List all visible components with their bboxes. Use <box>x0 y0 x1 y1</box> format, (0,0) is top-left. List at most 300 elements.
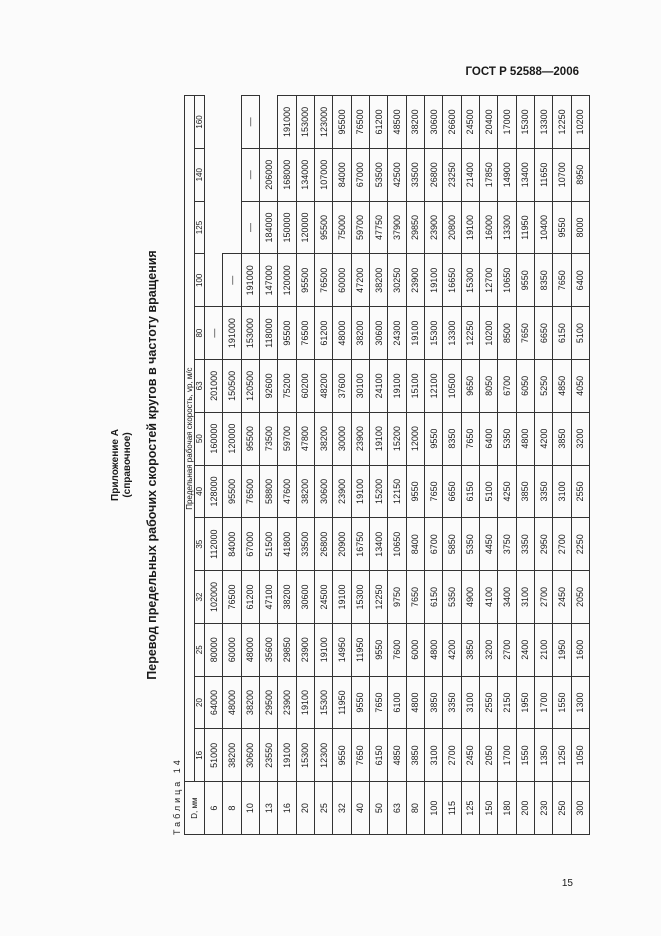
diameter-cell: 63 <box>388 782 406 835</box>
value-cell: 102000 <box>205 571 223 624</box>
value-cell: 1950 <box>553 623 571 676</box>
table-row <box>205 96 223 835</box>
value-cell: 2450 <box>461 729 479 782</box>
value-cell: 13300 <box>443 307 461 360</box>
value-cell: 10200 <box>479 307 497 360</box>
value-cell: 95500 <box>241 412 259 465</box>
empty-cell <box>205 96 223 149</box>
value-cell: 3850 <box>461 623 479 676</box>
value-cell: 12150 <box>388 465 406 518</box>
value-cell: 206000 <box>259 148 277 201</box>
value-cell: 37600 <box>333 359 351 412</box>
value-cell: 3850 <box>406 729 424 782</box>
dash-cell: — <box>223 254 241 307</box>
value-cell: 120500 <box>241 359 259 412</box>
value-cell: 201000 <box>205 359 223 412</box>
value-cell: 2100 <box>534 623 552 676</box>
value-cell: 6150 <box>461 465 479 518</box>
value-cell: 23250 <box>443 148 461 201</box>
value-cell: 30600 <box>314 465 332 518</box>
value-cell: 20400 <box>479 96 497 149</box>
value-cell: 3850 <box>553 412 571 465</box>
value-cell: 134000 <box>296 148 314 201</box>
value-cell: 14900 <box>498 148 516 201</box>
diameter-cell: 13 <box>259 782 277 835</box>
value-cell: 3400 <box>498 571 516 624</box>
value-cell: 3100 <box>516 571 534 624</box>
value-cell: 5350 <box>498 412 516 465</box>
value-cell: 13300 <box>498 201 516 254</box>
diameter-cell: 150 <box>479 782 497 835</box>
value-cell: 3200 <box>479 623 497 676</box>
value-cell: 12000 <box>406 412 424 465</box>
value-cell: 76500 <box>241 465 259 518</box>
value-cell: 4100 <box>479 571 497 624</box>
speed-column-header: 140 <box>195 148 205 201</box>
value-cell: 13300 <box>534 96 552 149</box>
value-cell: 37900 <box>388 201 406 254</box>
value-cell: 51000 <box>205 729 223 782</box>
table-row <box>223 96 241 835</box>
value-cell: 7650 <box>553 254 571 307</box>
empty-cell <box>223 148 241 201</box>
value-cell: 26800 <box>314 518 332 571</box>
value-cell: 9550 <box>333 729 351 782</box>
table-row <box>571 96 589 835</box>
value-cell: 1950 <box>516 676 534 729</box>
value-cell: 6700 <box>498 359 516 412</box>
value-cell: 3100 <box>461 676 479 729</box>
value-cell: 5100 <box>479 465 497 518</box>
value-cell: 1250 <box>553 729 571 782</box>
table-row <box>424 96 442 835</box>
value-cell: 4050 <box>571 359 589 412</box>
value-cell: 15300 <box>314 676 332 729</box>
value-cell: 59700 <box>351 201 369 254</box>
value-cell: 9550 <box>553 201 571 254</box>
value-cell: 153000 <box>296 96 314 149</box>
value-cell: 29500 <box>259 676 277 729</box>
diameter-cell: 10 <box>241 782 259 835</box>
value-cell: 16000 <box>479 201 497 254</box>
value-cell: 42500 <box>388 148 406 201</box>
value-cell: 23900 <box>296 623 314 676</box>
diameter-cell: 25 <box>314 782 332 835</box>
value-cell: 30000 <box>333 412 351 465</box>
value-cell: 47200 <box>351 254 369 307</box>
diameter-cell: 230 <box>534 782 552 835</box>
value-cell: 10400 <box>534 201 552 254</box>
value-cell: 19100 <box>333 571 351 624</box>
value-cell: 150500 <box>223 359 241 412</box>
value-cell: 11950 <box>333 676 351 729</box>
value-cell: 19100 <box>388 359 406 412</box>
value-cell: 48500 <box>388 96 406 149</box>
value-cell: 51500 <box>259 518 277 571</box>
value-cell: 11950 <box>351 623 369 676</box>
value-cell: 7650 <box>369 676 387 729</box>
diameter-cell: 180 <box>498 782 516 835</box>
value-cell: 58800 <box>259 465 277 518</box>
value-cell: 6150 <box>553 307 571 360</box>
value-cell: 60000 <box>333 254 351 307</box>
speed-header: Предельная рабочая скорость, vр, м/с <box>185 96 195 782</box>
diameter-cell: 40 <box>351 782 369 835</box>
value-cell: 35600 <box>259 623 277 676</box>
value-cell: 48000 <box>223 676 241 729</box>
page-number: 15 <box>561 878 573 889</box>
value-cell: 2700 <box>534 571 552 624</box>
table-row <box>553 96 571 835</box>
value-cell: 29850 <box>278 623 296 676</box>
value-cell: 15300 <box>351 571 369 624</box>
value-cell: 19100 <box>278 729 296 782</box>
value-cell: 12250 <box>553 96 571 149</box>
value-cell: 48000 <box>241 623 259 676</box>
value-cell: 4800 <box>424 623 442 676</box>
appendix-note: (справочное) <box>122 432 133 498</box>
value-cell: 107000 <box>314 148 332 201</box>
value-cell: 23550 <box>259 729 277 782</box>
value-cell: 14950 <box>333 623 351 676</box>
value-cell: 1700 <box>498 729 516 782</box>
dash-cell: — <box>241 148 259 201</box>
value-cell: 23900 <box>278 676 296 729</box>
table-row <box>314 96 332 835</box>
value-cell: 13400 <box>516 148 534 201</box>
value-cell: 4250 <box>498 465 516 518</box>
diameter-cell: 200 <box>516 782 534 835</box>
dash-cell: — <box>205 307 223 360</box>
value-cell: 6150 <box>424 571 442 624</box>
value-cell: 6400 <box>479 412 497 465</box>
value-cell: 76500 <box>296 307 314 360</box>
value-cell: 19100 <box>461 201 479 254</box>
diameter-cell: 115 <box>443 782 461 835</box>
value-cell: 10650 <box>388 518 406 571</box>
value-cell: 4200 <box>443 623 461 676</box>
value-cell: 23900 <box>351 412 369 465</box>
value-cell: 8350 <box>534 254 552 307</box>
value-cell: 4850 <box>388 729 406 782</box>
value-cell: 6650 <box>534 307 552 360</box>
value-cell: 76500 <box>314 254 332 307</box>
value-cell: 5850 <box>443 518 461 571</box>
table-row <box>333 96 351 835</box>
value-cell: 9550 <box>424 412 442 465</box>
value-cell: 7650 <box>406 571 424 624</box>
value-cell: 16750 <box>351 518 369 571</box>
value-cell: 76500 <box>351 96 369 149</box>
value-cell: 3350 <box>534 465 552 518</box>
value-cell: 7650 <box>424 465 442 518</box>
value-cell: 112000 <box>205 518 223 571</box>
value-cell: 15200 <box>388 412 406 465</box>
value-cell: 11950 <box>516 201 534 254</box>
value-cell: 47100 <box>259 571 277 624</box>
value-cell: 12700 <box>479 254 497 307</box>
diameter-cell: 6 <box>205 782 223 835</box>
table-row <box>351 96 369 835</box>
table-row <box>534 96 552 835</box>
appendix-title: Приложение А <box>110 429 121 501</box>
value-cell: 2450 <box>553 571 571 624</box>
value-cell: 38200 <box>351 307 369 360</box>
main-title: Перевод предельных рабочих скоростей кругов в частоту вращения <box>145 250 159 680</box>
value-cell: 30600 <box>424 96 442 149</box>
value-cell: 38200 <box>406 96 424 149</box>
value-cell: 7600 <box>388 623 406 676</box>
value-cell: 19100 <box>406 307 424 360</box>
value-cell: 21400 <box>461 148 479 201</box>
value-cell: 23900 <box>406 254 424 307</box>
value-cell: 75000 <box>333 201 351 254</box>
value-cell: 6150 <box>369 729 387 782</box>
value-cell: 19100 <box>424 254 442 307</box>
value-cell: 4900 <box>461 571 479 624</box>
value-cell: 10500 <box>443 359 461 412</box>
value-cell: 2400 <box>516 623 534 676</box>
value-cell: 4800 <box>516 412 534 465</box>
value-cell: 19100 <box>369 412 387 465</box>
value-cell: 5350 <box>461 518 479 571</box>
value-cell: 10650 <box>498 254 516 307</box>
value-cell: 38200 <box>369 254 387 307</box>
empty-cell <box>223 96 241 149</box>
value-cell: 24500 <box>314 571 332 624</box>
value-cell: 118000 <box>259 307 277 360</box>
value-cell: 24100 <box>369 359 387 412</box>
value-cell: 3850 <box>424 676 442 729</box>
diameter-cell: 20 <box>296 782 314 835</box>
value-cell: 8350 <box>443 412 461 465</box>
speed-column-header: 32 <box>195 571 205 624</box>
diameter-cell: 250 <box>553 782 571 835</box>
value-cell: 38200 <box>296 465 314 518</box>
value-cell: 3850 <box>516 465 534 518</box>
speed-column-header: 40 <box>195 465 205 518</box>
value-cell: 153000 <box>241 307 259 360</box>
table-row <box>388 96 406 835</box>
value-cell: 150000 <box>278 201 296 254</box>
value-cell: 20800 <box>443 201 461 254</box>
value-cell: 38200 <box>278 571 296 624</box>
table-row <box>241 96 259 835</box>
value-cell: 2250 <box>571 518 589 571</box>
value-cell: 60000 <box>223 623 241 676</box>
empty-cell <box>205 201 223 254</box>
value-cell: 1700 <box>534 676 552 729</box>
value-cell: 7650 <box>461 412 479 465</box>
diameter-cell: 100 <box>424 782 442 835</box>
value-cell: 7650 <box>351 729 369 782</box>
value-cell: 1600 <box>571 623 589 676</box>
value-cell: 5250 <box>534 359 552 412</box>
value-cell: 30250 <box>388 254 406 307</box>
value-cell: 1550 <box>553 676 571 729</box>
value-cell: 47600 <box>278 465 296 518</box>
value-cell: 9550 <box>351 676 369 729</box>
value-cell: 19100 <box>314 623 332 676</box>
value-cell: 168000 <box>278 148 296 201</box>
value-cell: 7650 <box>516 307 534 360</box>
value-cell: 2700 <box>553 518 571 571</box>
value-cell: 12250 <box>369 571 387 624</box>
value-cell: 2050 <box>479 729 497 782</box>
value-cell: 128000 <box>205 465 223 518</box>
value-cell: 61200 <box>369 96 387 149</box>
value-cell: 19100 <box>351 465 369 518</box>
value-cell: 67000 <box>351 148 369 201</box>
value-cell: 9650 <box>461 359 479 412</box>
value-cell: 24300 <box>388 307 406 360</box>
value-cell: 95500 <box>333 96 351 149</box>
standard-number: ГОСТ Р 52588—2006 <box>465 66 579 78</box>
diameter-cell: 32 <box>333 782 351 835</box>
value-cell: 26600 <box>443 96 461 149</box>
speed-column-header: 20 <box>195 676 205 729</box>
value-cell: 4200 <box>534 412 552 465</box>
value-cell: 9550 <box>516 254 534 307</box>
speed-column-header: 16 <box>195 729 205 782</box>
value-cell: 95500 <box>278 307 296 360</box>
value-cell: 23900 <box>333 465 351 518</box>
table-row <box>516 96 534 835</box>
value-cell: 8500 <box>498 307 516 360</box>
speed-column-header: 25 <box>195 623 205 676</box>
value-cell: 24500 <box>461 96 479 149</box>
value-cell: 2050 <box>571 571 589 624</box>
value-cell: 92600 <box>259 359 277 412</box>
value-cell: 2550 <box>479 676 497 729</box>
table-row <box>259 96 277 835</box>
value-cell: 10200 <box>571 96 589 149</box>
conversion-table <box>184 95 590 835</box>
value-cell: 3750 <box>498 518 516 571</box>
value-cell: 191000 <box>241 254 259 307</box>
value-cell: 1050 <box>571 729 589 782</box>
empty-cell <box>223 201 241 254</box>
speed-column-header: 100 <box>195 254 205 307</box>
value-cell: 30600 <box>241 729 259 782</box>
value-cell: 38200 <box>314 412 332 465</box>
value-cell: 15100 <box>406 359 424 412</box>
value-cell: 6100 <box>388 676 406 729</box>
value-cell: 120000 <box>296 201 314 254</box>
empty-cell <box>205 148 223 201</box>
table-row <box>498 96 516 835</box>
value-cell: 4850 <box>553 359 571 412</box>
value-cell: 95500 <box>223 465 241 518</box>
value-cell: 191000 <box>223 307 241 360</box>
rotated-table-block <box>110 95 590 835</box>
value-cell: 47800 <box>296 412 314 465</box>
value-cell: 6650 <box>443 465 461 518</box>
value-cell: 8050 <box>479 359 497 412</box>
value-cell: 3100 <box>424 729 442 782</box>
diameter-header: D, мм <box>185 782 205 835</box>
value-cell: 3200 <box>571 412 589 465</box>
value-cell: 3350 <box>516 518 534 571</box>
value-cell: 33500 <box>296 518 314 571</box>
value-cell: 38200 <box>223 729 241 782</box>
value-cell: 95500 <box>296 254 314 307</box>
speed-column-header: 160 <box>195 96 205 149</box>
value-cell: 61200 <box>241 571 259 624</box>
value-cell: 41800 <box>278 518 296 571</box>
value-cell: 73500 <box>259 412 277 465</box>
value-cell: 11650 <box>534 148 552 201</box>
value-cell: 61200 <box>314 307 332 360</box>
table-row <box>461 96 479 835</box>
value-cell: 16650 <box>443 254 461 307</box>
value-cell: 30600 <box>369 307 387 360</box>
value-cell: 8950 <box>571 148 589 201</box>
value-cell: 147000 <box>259 254 277 307</box>
value-cell: 9750 <box>388 571 406 624</box>
speed-column-header: 125 <box>195 201 205 254</box>
value-cell: 120000 <box>223 412 241 465</box>
value-cell: 75200 <box>278 359 296 412</box>
value-cell: 38200 <box>241 676 259 729</box>
speed-column-header: 50 <box>195 412 205 465</box>
value-cell: 15300 <box>296 729 314 782</box>
value-cell: 53500 <box>369 148 387 201</box>
value-cell: 6000 <box>406 623 424 676</box>
value-cell: 30100 <box>351 359 369 412</box>
table-row <box>406 96 424 835</box>
value-cell: 15200 <box>369 465 387 518</box>
table-row <box>369 96 387 835</box>
value-cell: 48000 <box>333 307 351 360</box>
empty-cell <box>205 254 223 307</box>
value-cell: 15300 <box>461 254 479 307</box>
value-cell: 120000 <box>278 254 296 307</box>
table-row <box>479 96 497 835</box>
table-row <box>296 96 314 835</box>
speed-column-header: 35 <box>195 518 205 571</box>
value-cell: 13400 <box>369 518 387 571</box>
diameter-cell: 80 <box>406 782 424 835</box>
value-cell: 1350 <box>534 729 552 782</box>
value-cell: 8000 <box>571 201 589 254</box>
diameter-cell: 50 <box>369 782 387 835</box>
value-cell: 6050 <box>516 359 534 412</box>
value-cell: 6400 <box>571 254 589 307</box>
value-cell: 12100 <box>424 359 442 412</box>
value-cell: 160000 <box>205 412 223 465</box>
value-cell: 3100 <box>553 465 571 518</box>
table-caption: Таблица 14 <box>172 757 182 835</box>
value-cell: 95500 <box>314 201 332 254</box>
value-cell: 33500 <box>406 148 424 201</box>
value-cell: 15300 <box>516 96 534 149</box>
value-cell: 3350 <box>443 676 461 729</box>
value-cell: 12300 <box>314 729 332 782</box>
value-cell: 84000 <box>333 148 351 201</box>
value-cell: 84000 <box>223 518 241 571</box>
value-cell: 2700 <box>498 623 516 676</box>
value-cell: 19100 <box>296 676 314 729</box>
value-cell: 5100 <box>571 307 589 360</box>
empty-cell <box>259 96 277 149</box>
speed-column-header: 80 <box>195 307 205 360</box>
speed-column-header: 63 <box>195 359 205 412</box>
value-cell: 5350 <box>443 571 461 624</box>
value-cell: 6700 <box>424 518 442 571</box>
value-cell: 184000 <box>259 201 277 254</box>
value-cell: 20900 <box>333 518 351 571</box>
